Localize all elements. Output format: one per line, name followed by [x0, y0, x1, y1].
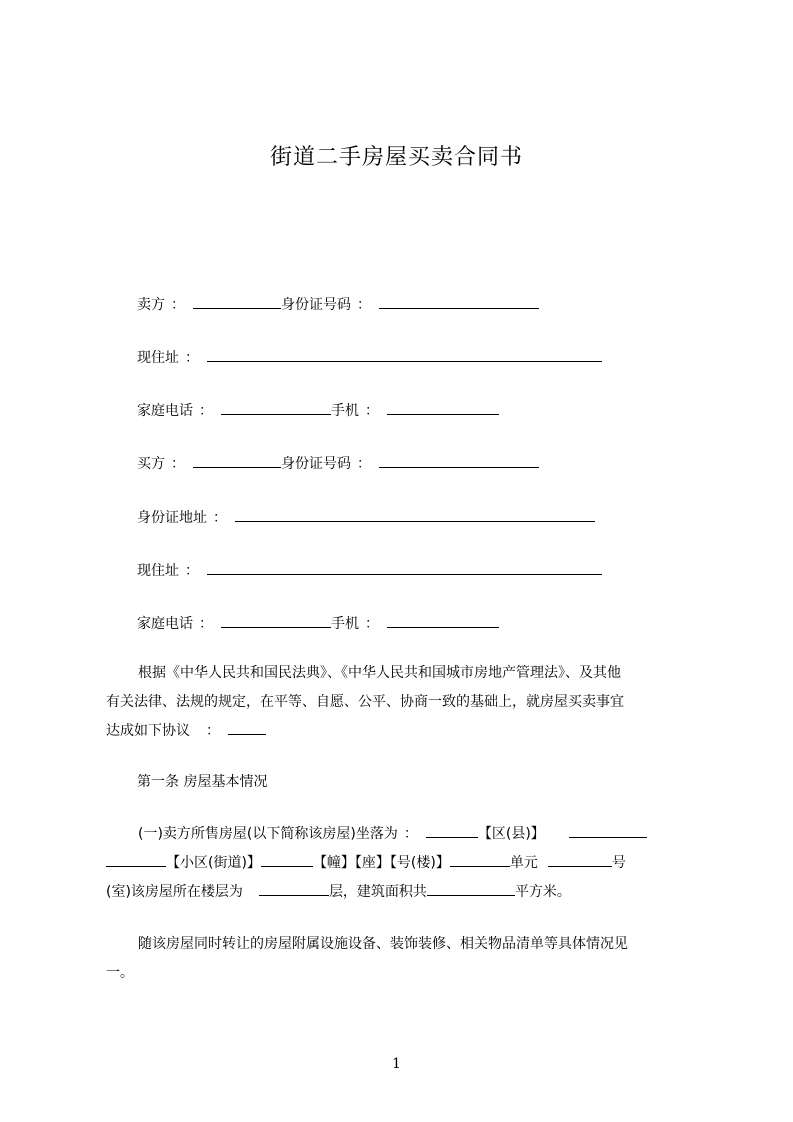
unit-label: 单元: [509, 855, 538, 871]
seller-address-colon: ：: [185, 350, 199, 366]
buyer-mobile-label: 手机: [331, 616, 359, 632]
seller-label: 卖方: [137, 297, 165, 313]
seller-id-colon: ：: [357, 297, 371, 313]
seller-id-label: 身份证号码: [281, 297, 351, 313]
floor-field[interactable]: [259, 880, 329, 896]
buyer-id-address-line: [137, 506, 595, 528]
buyer-address-colon: ：: [185, 563, 199, 579]
agreement-field[interactable]: [228, 719, 266, 735]
buyer-mobile-colon: ：: [365, 616, 379, 632]
building-field[interactable]: [261, 851, 313, 867]
buyer-phone-label: 家庭电话: [137, 616, 193, 632]
room-label: 号: [611, 855, 626, 871]
preamble-line-1: 根据《中华人民共和国民法典》、《中华人民共和国城市房地产管理法》、及其他: [138, 665, 621, 681]
attachment-line-1: 随该房屋同时转让的房屋附属设施设备、装饰装修、相关物品清单等具体情况见: [138, 936, 628, 952]
buyer-label: 买方: [137, 456, 165, 472]
clause-1-colon: ：: [403, 826, 418, 842]
buyer-phone-line: [137, 612, 499, 634]
buyer-id-colon: ：: [357, 456, 371, 472]
room-field[interactable]: [548, 851, 612, 867]
preamble-paragraph: [106, 659, 701, 746]
seller-address-field[interactable]: [207, 346, 602, 362]
buyer-mobile-field[interactable]: [387, 612, 499, 628]
unit-field[interactable]: [450, 851, 510, 867]
area-field[interactable]: [427, 880, 515, 896]
buyer-address-label: 现住址: [137, 563, 179, 579]
preamble-row-2: [106, 688, 701, 717]
buyer-address-field[interactable]: [207, 559, 602, 575]
buyer-name-field[interactable]: [193, 452, 281, 468]
location-field[interactable]: [426, 822, 478, 838]
buyer-colon: ：: [171, 456, 185, 472]
attachment-row-1: [106, 930, 701, 959]
seller-address-line: [137, 346, 602, 368]
buyer-address-line: [137, 559, 602, 581]
room-suffix: (室)该房屋所在楼层为: [106, 884, 243, 900]
preamble-line-2: 有关法律、法规的规定，在平等、自愿、公平、协商一致的基础上，就房屋买卖事宜: [106, 694, 624, 710]
clause-1-paragraph: [106, 820, 701, 907]
seller-id-field[interactable]: [379, 293, 539, 309]
seller-address-label: 现住址: [137, 350, 179, 366]
preamble-line-3: 达成如下协议: [106, 723, 190, 739]
buyer-id-address-label: 身份证地址: [137, 510, 207, 526]
seller-mobile-colon: ：: [365, 403, 379, 419]
preamble-colon: ：: [206, 723, 220, 739]
district-label: 【区(县)】: [477, 826, 545, 842]
seller-colon: ：: [171, 297, 185, 313]
seller-phone-label: 家庭电话: [137, 403, 193, 419]
clause-1-row-3: [106, 878, 701, 907]
buyer-phone-field[interactable]: [221, 612, 331, 628]
buyer-id-address-colon: ：: [213, 510, 227, 526]
seller-phone-field[interactable]: [221, 399, 331, 415]
community-label: 【小区(街道)】: [166, 855, 261, 871]
clause-1-row-1: [106, 820, 701, 849]
page-number: 1: [392, 1056, 401, 1072]
buyer-id-label: 身份证号码: [281, 456, 351, 472]
clause-1-text: (一)卖方所售房屋(以下简称该房屋)坐落为: [138, 826, 398, 842]
buyer-id-address-field[interactable]: [235, 506, 595, 522]
seller-mobile-field[interactable]: [387, 399, 499, 415]
page-title: 街道二手房屋买卖合同书: [269, 145, 523, 170]
seller-mobile-label: 手机: [331, 403, 359, 419]
seller-phone-line: [137, 399, 499, 421]
buyer-phone-colon: ：: [199, 616, 213, 632]
article-1-heading: 第一条 房屋基本情况: [137, 774, 268, 790]
seller-phone-colon: ：: [199, 403, 213, 419]
attachment-row-2: [106, 959, 701, 988]
preamble-row-3: [106, 717, 701, 746]
building-label: 【幢】【座】【号(楼)】: [312, 855, 450, 871]
floor-label: 层，建筑面积共: [328, 884, 427, 900]
district-field[interactable]: [569, 822, 647, 838]
seller-line: [137, 293, 539, 315]
community-field[interactable]: [106, 851, 166, 867]
buyer-id-field[interactable]: [379, 452, 539, 468]
seller-name-field[interactable]: [193, 293, 281, 309]
preamble-row-1: [106, 659, 701, 688]
attachment-line-2: 一。: [106, 965, 134, 981]
area-unit: 平方米。: [514, 884, 571, 900]
attachment-paragraph: [106, 930, 701, 988]
buyer-line: [137, 452, 539, 474]
clause-1-row-2: [106, 849, 701, 878]
